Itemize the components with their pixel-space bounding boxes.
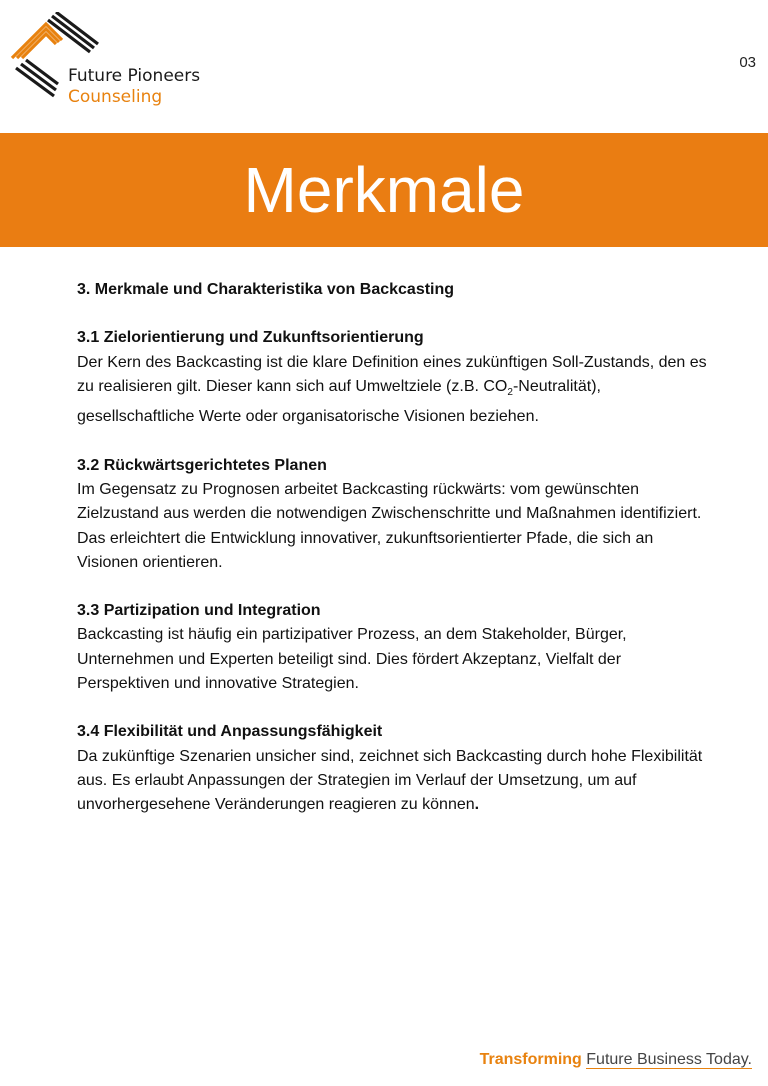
- footer-tagline: [480, 1051, 752, 1069]
- brand-logo: [10, 12, 210, 107]
- tagline-accent: Transforming: [479, 1051, 582, 1068]
- section-3-4: [77, 720, 717, 817]
- document-body: [77, 278, 717, 842]
- section-title: 3.3 Partizipation und Integration: [77, 602, 321, 620]
- brand-subtitle: Counseling: [68, 87, 163, 107]
- section-title: 3.2 Rückwärtsgerichtetes Planen: [77, 456, 327, 474]
- brand-name: Future Pioneers: [68, 66, 201, 86]
- text-part: -Neutralität), gesellschaftliche Werte oder organisatorische Visionen beziehen.: [77, 377, 601, 426]
- section-3-3: [77, 599, 717, 696]
- co2-subscript: 2: [507, 387, 513, 399]
- section-heading: 3. Merkmale und Charakteristika von Backcasting: [77, 281, 455, 298]
- section-text: Im Gegensatz zu Prognosen arbeitet Backcasting rückwärts: vom gewünschten Zielzustand aus werden die notwendigen Zwischenschritte und Maßnahmen identifiziert. Das erleichtert die Entwicklung innovativer, zukunftsorientierter Pfade, die sich an Visionen orientieren.: [77, 480, 702, 571]
- section-title: 3.1 Zielorientierung und Zukunftsorientierung: [77, 329, 424, 347]
- text-part: Der Kern des Backcasting ist die klare Definition eines zukünftigen Soll-Zustands, den es zu realisieren gilt. Dieser kann sich auf Umweltziele (z.B. CO: [77, 353, 707, 395]
- end-mark: .: [474, 796, 480, 814]
- tagline-rest: Future Business Today.: [586, 1051, 752, 1068]
- section-title: 3.4 Flexibilität und Anpassungsfähigkeit: [77, 723, 383, 741]
- section-3-1: [77, 326, 717, 429]
- page-title: Merkmale: [243, 154, 525, 226]
- section-text: [77, 351, 717, 430]
- section-text: [77, 745, 717, 818]
- section-text: Backcasting ist häufig ein partizipativer Prozess, an dem Stakeholder, Bürger, Unternehmen und Experten beteiligt sind. Dies fördert Akzeptanz, Vielfalt der Perspektiven und innovative Strategien.: [77, 626, 627, 693]
- section-3-2: [77, 454, 717, 575]
- page-number: 03: [739, 54, 756, 71]
- text-part: Da zukünftige Szenarien unsicher sind, zeichnet sich Backcasting durch hohe Flexibilität aus. Es erlaubt Anpassungen der Strategien im Verlauf der Umsetzung, um auf unvorhergesehene Veränderungen reagieren zu können: [77, 747, 703, 814]
